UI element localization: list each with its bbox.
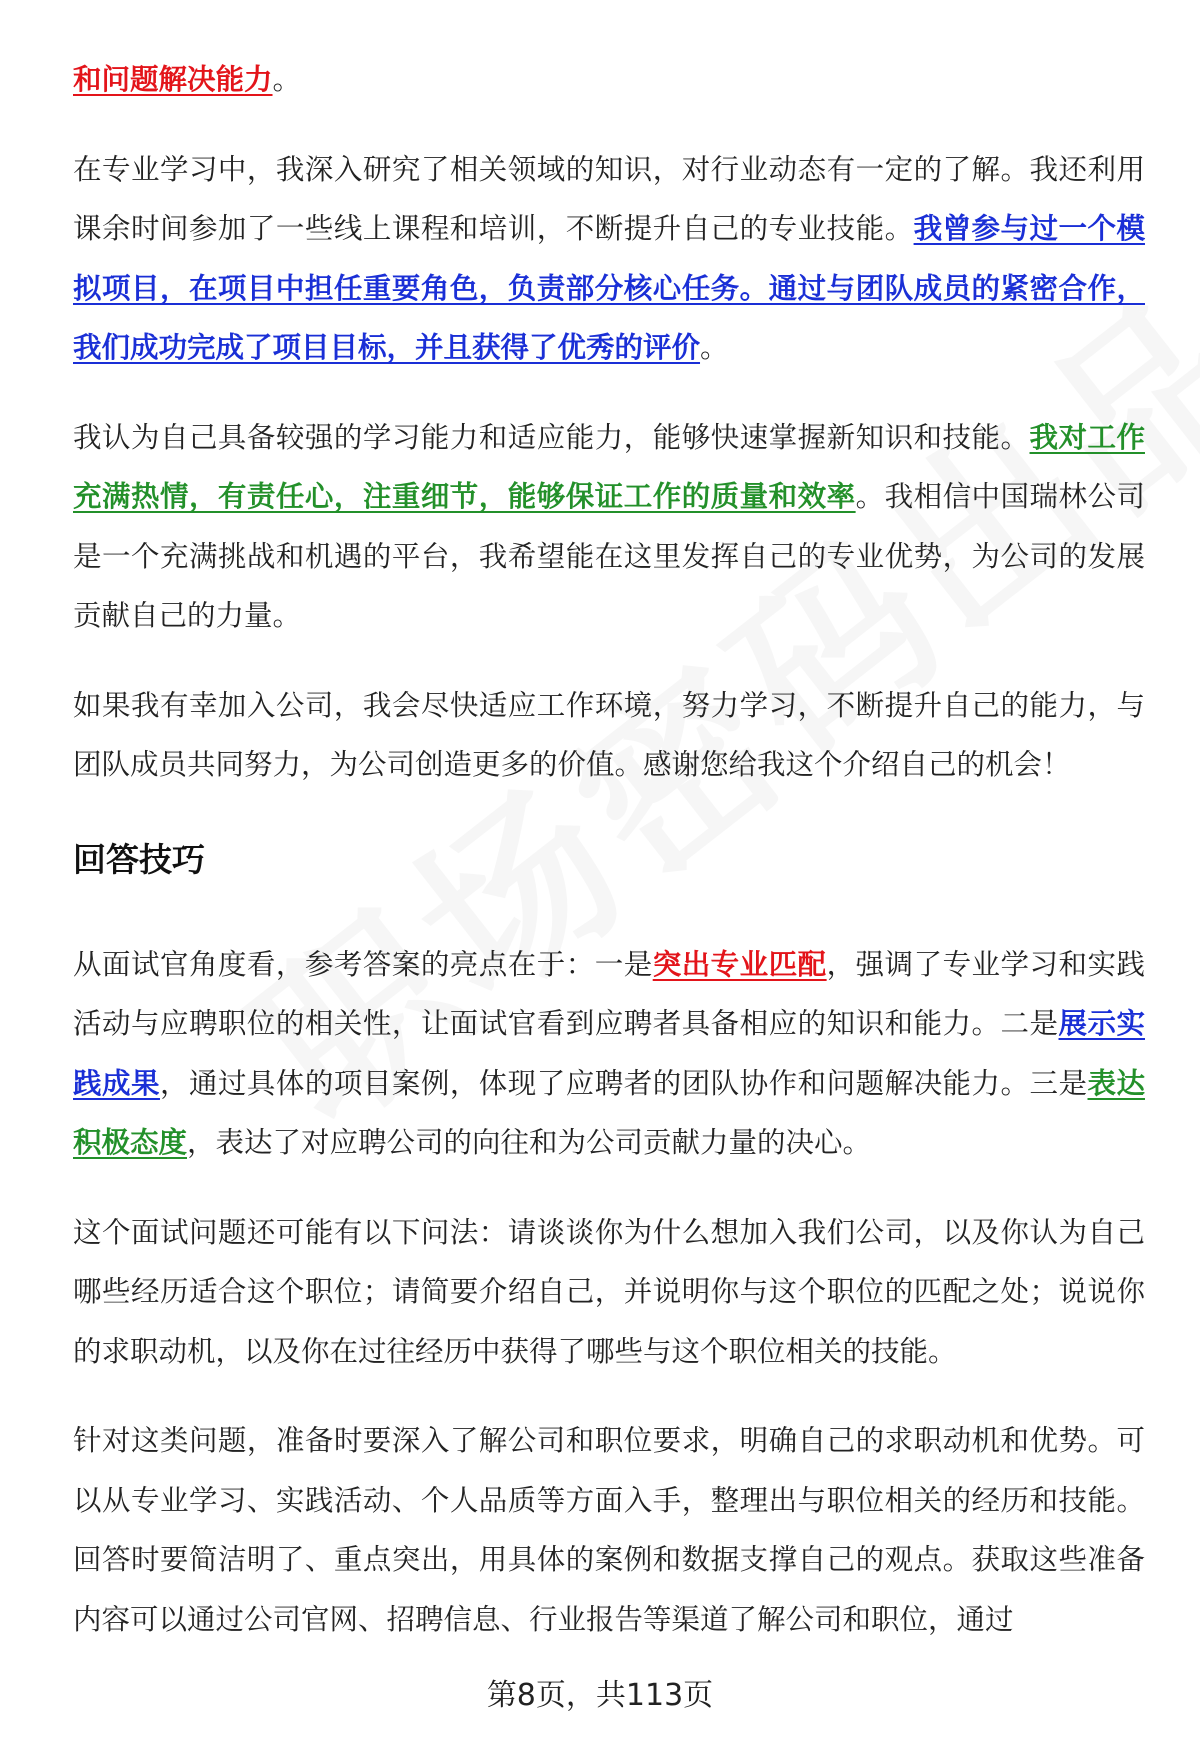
paragraph-7-text: 针对这类问题，准备时要深入了解公司和职位要求，明确自己的求职动机和优势。可以从专业学习、实践活动、个人品质等方面入手，整理出与职位相关的经历和技能。回答时要简洁明了、重点突出，用具体的案例和数据支撑自己的观点。获取这些准备内容可以通过公司官网、招聘信息、行业报告等渠道了解公司和职位，通过 [73, 1424, 1145, 1636]
paragraph-5-text-4: ，表达了对应聘公司的向往和为公司贡献力量的决心。 [187, 1126, 872, 1159]
highlight-project-experience: 我曾参与过一个模拟项目，在项目中担任重要角色，负责部分核心任务。通过与团队成员的紧密合作，我们成功完成了项目目标，并且获得了优秀的评价 [73, 212, 1145, 364]
paragraph-5-text-2: ，强调了专业学习和实践活动与应聘职位的相关性，让面试官看到应聘者具备相应的知识和能力。二是 [73, 947, 1145, 1040]
paragraph-6 [73, 1203, 1145, 1382]
paragraph-2 [73, 140, 1145, 378]
paragraph-2-text-2: 。 [700, 331, 729, 364]
highlight-problem-solving: 和问题解决能力 [73, 63, 273, 96]
document-body [73, 50, 1145, 1679]
highlight-work-attitude: 我对工作充满热情，有责任心，注重细节，能够保证工作的质量和效率 [73, 420, 1145, 513]
paragraph-2-text-1: 在专业学习中，我深入研究了相关领域的知识，对行业动态有一定的了解。我还利用课余时间参加了一些线上课程和培训，不断提升自己的专业技能。 [73, 152, 1145, 245]
paragraph-6-text: 这个面试问题还可能有以下问法：请谈谈你为什么想加入我们公司，以及你认为自己哪些经历适合这个职位；请简要介绍自己，并说明你与这个职位的匹配之处；说说你的求职动机，以及你在过往经历中获得了哪些与这个职位相关的技能。 [73, 1215, 1145, 1368]
paragraph-5 [73, 935, 1145, 1173]
paragraph-7 [73, 1411, 1145, 1649]
page-footer: 第8页，共113页 [486, 1678, 714, 1713]
section-heading: 回答技巧 [73, 839, 205, 879]
paragraph-3-text-1: 我认为自己具备较强的学习能力和适应能力，能够快速掌握新知识和技能。 [73, 420, 1030, 454]
paragraph-1 [73, 50, 1145, 110]
paragraph-3-text-2: 。我相信中国瑞林公司是一个充满挑战和机遇的平台，我希望能在这里发挥自己的专业优势，为公司的发展贡献自己的力量。 [73, 480, 1145, 632]
highlight-practice-results: 展示实践成果 [73, 1007, 1145, 1100]
paragraph-5-text-3: ，通过具体的项目案例，体现了应聘者的团队协作和问题解决能力。三是 [159, 1066, 1088, 1100]
paragraph-5-text-1: 从面试官角度看，参考答案的亮点在于：一是 [73, 947, 653, 981]
paragraph-1-text: 。 [272, 63, 302, 96]
highlight-professional-match: 突出专业匹配 [652, 947, 827, 981]
highlight-positive-attitude: 表达积极态度 [73, 1066, 1145, 1159]
paragraph-3 [73, 408, 1145, 646]
paragraph-4-text: 如果我有幸加入公司，我会尽快适应工作环境，努力学习，不断提升自己的能力，与团队成员共同努力，为公司创造更多的价值。感谢您给我这个介绍自己的机会！ [73, 688, 1145, 781]
paragraph-4 [73, 676, 1145, 795]
